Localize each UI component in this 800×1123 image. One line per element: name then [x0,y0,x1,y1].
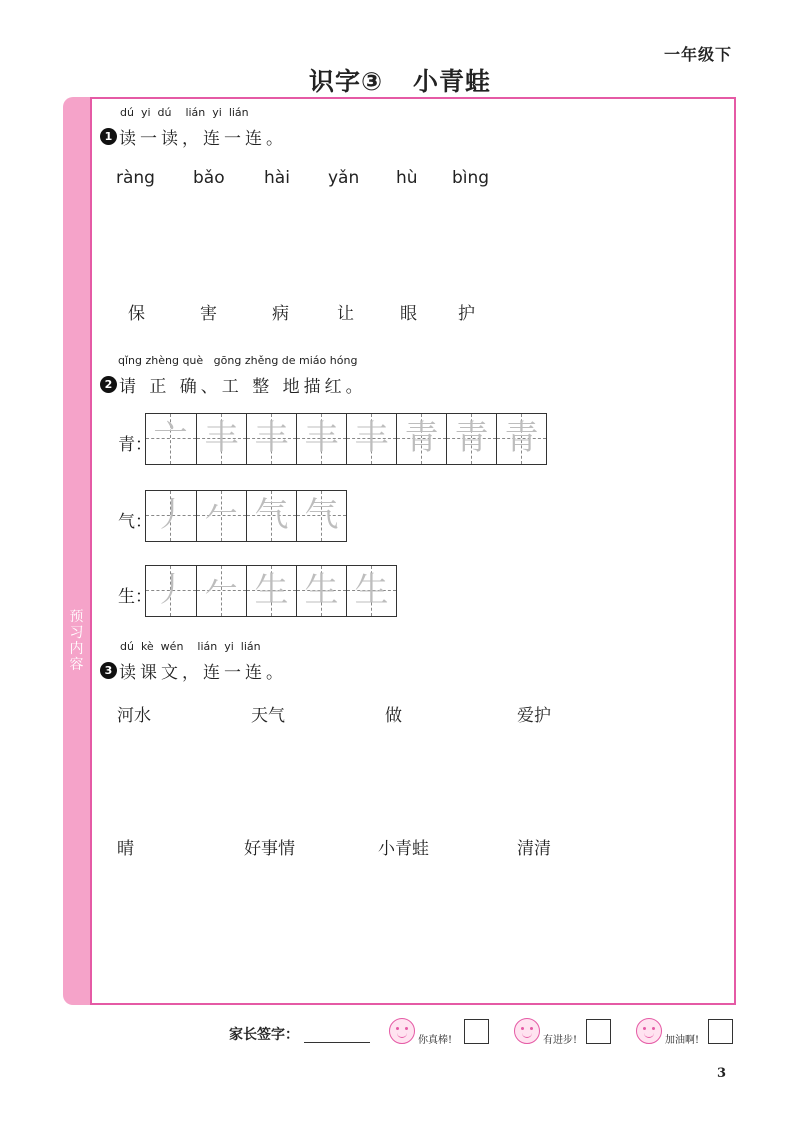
tracing-cell[interactable] [196,491,246,541]
tracing-cell[interactable] [146,566,196,616]
smiley-sun-icon [514,1018,540,1044]
hanzi-item[interactable]: 眼 [400,304,417,324]
trace-glyph: 生 [254,570,289,610]
pinyin-item[interactable]: bìng [452,168,490,188]
trace-glyph: 青 [404,418,439,458]
page-number: 3 [717,1066,727,1081]
tracing-cell[interactable] [296,566,346,616]
pinyin-item[interactable]: ràng [116,168,155,188]
trace-glyph: 丿 [153,570,188,610]
tracing-cell[interactable] [196,566,246,616]
q2-text: 请 正 确、工 整 地描红。 [119,377,367,397]
tracing-row-label: 青： [118,435,152,455]
q2-number: 2 [100,376,117,393]
word-item[interactable]: 爱护 [517,706,551,726]
word-item[interactable]: 好事情 [244,839,295,859]
word-item[interactable]: 晴 [117,839,134,859]
grade-label: 一年级下 [664,45,733,64]
tracing-cell[interactable] [496,414,546,464]
word-item[interactable]: 河水 [117,706,151,726]
word-item[interactable]: 清清 [517,839,551,859]
tracing-cell[interactable] [196,414,246,464]
hanzi-item[interactable]: 让 [337,304,354,324]
word-item[interactable]: 小青蛙 [378,839,429,859]
tracing-cell[interactable] [446,414,496,464]
side-tab-char: 内 [69,641,84,657]
hanzi-item[interactable]: 保 [128,304,145,324]
trace-glyph: 𠂉 [204,495,239,535]
praise-cheer: 加油啊! [665,1035,700,1046]
trace-glyph: 𠂉 [204,570,239,610]
tracing-grid-qi[interactable] [145,490,347,542]
tracing-cell[interactable] [296,491,346,541]
q1-text: 读一读，连一连。 [119,129,287,149]
word-item[interactable]: 做 [385,706,402,726]
q3-text: 读课文，连一连。 [119,663,287,683]
q1-instruction [100,124,287,149]
q2-instruction [100,372,367,397]
trace-glyph: 生 [304,570,339,610]
side-tab-char: 习 [69,625,84,641]
trace-glyph: 亠 [153,418,188,458]
side-tab [63,97,90,1005]
praise-progress: 有进步! [543,1035,578,1046]
pinyin-item[interactable]: bǎo [193,168,225,188]
checkbox-progress[interactable] [586,1019,611,1044]
tracing-row-label: 生： [118,587,152,607]
trace-glyph: 青 [454,418,489,458]
pinyin-item[interactable]: hù [396,168,418,188]
title-name: 小青蛙 [412,67,491,96]
parent-signature-label: 家长签字： [229,1027,299,1043]
hanzi-item[interactable]: 护 [458,304,475,324]
trace-glyph: 生 [354,570,389,610]
side-tab-label [63,609,90,673]
pinyin-item[interactable]: yǎn [328,168,360,188]
trace-glyph: 气 [254,495,289,535]
trace-glyph: 丰 [204,418,239,458]
tracing-cell[interactable] [396,414,446,464]
side-tab-char: 预 [69,609,84,625]
title-lesson: 识字③ [309,67,384,96]
trace-glyph: 丰 [354,418,389,458]
smiley-sunglasses-icon [389,1018,415,1044]
trace-glyph: 青 [504,418,539,458]
side-tab-char: 容 [69,657,84,673]
tracing-cell[interactable] [146,414,196,464]
page-title [0,62,800,98]
tracing-row-label: 气： [118,512,152,532]
tracing-cell[interactable] [246,414,296,464]
trace-glyph: 丿 [153,495,188,535]
q1-number: 1 [100,128,117,145]
q3-pinyin: dú kè wén lián yi lián [120,640,261,653]
tracing-cell[interactable] [246,566,296,616]
trace-glyph: 丰 [304,418,339,458]
hanzi-item[interactable]: 病 [272,304,289,324]
tracing-cell[interactable] [346,414,396,464]
checkbox-great[interactable] [464,1019,489,1044]
checkbox-cheer[interactable] [708,1019,733,1044]
q2-pinyin: qǐng zhèng què gōng zhěng de miáo hóng [118,354,358,367]
pinyin-item[interactable]: hài [264,168,290,188]
praise-great: 你真棒! [418,1035,453,1046]
tracing-cell[interactable] [296,414,346,464]
q1-pinyin: dú yi dú lián yi lián [120,106,249,119]
content-frame [90,97,736,1005]
tracing-cell[interactable] [246,491,296,541]
tracing-cell[interactable] [346,566,396,616]
smiley-cheer-icon [636,1018,662,1044]
tracing-cell[interactable] [146,491,196,541]
q3-number: 3 [100,662,117,679]
trace-glyph: 丰 [254,418,289,458]
word-item[interactable]: 天气 [251,706,285,726]
parent-signature-line[interactable] [304,1042,370,1043]
tracing-grid-sheng[interactable] [145,565,397,617]
hanzi-item[interactable]: 害 [200,304,217,324]
trace-glyph: 气 [304,495,339,535]
q3-instruction [100,658,287,683]
tracing-grid-qing[interactable] [145,413,547,465]
